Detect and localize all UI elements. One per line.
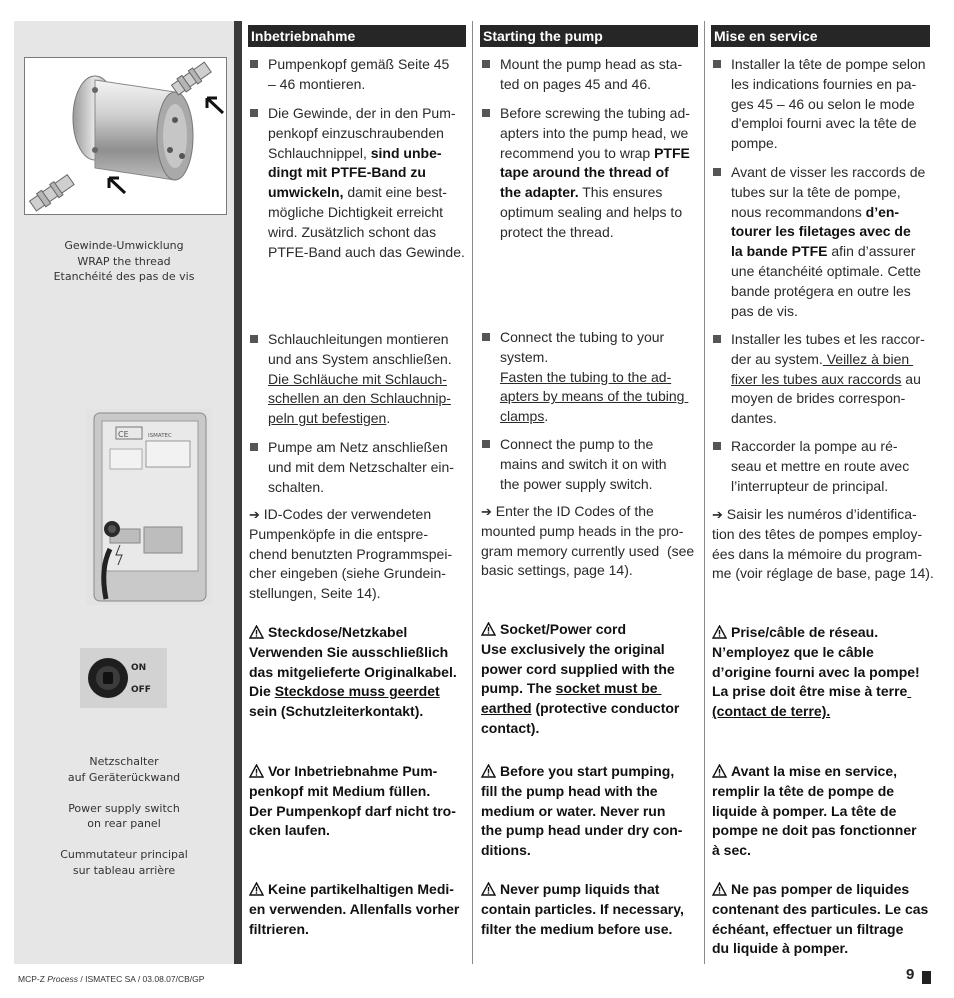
text-line: Prise/câble de réseau. (712, 623, 920, 643)
caption-line: auf Geräterückwand (67, 770, 181, 784)
caption-line: on rear panel (87, 817, 161, 830)
header-de: Inbetriebnahme (248, 25, 466, 47)
fr-warning-socket (712, 623, 920, 722)
fr-warning-fill (712, 762, 917, 861)
text-line: ted on pages 45 and 46. (500, 75, 652, 92)
text-line: d’origine fourni avec la pompe! (712, 663, 920, 680)
brand-label: ISMATEC (148, 433, 172, 439)
text-line: nous recommandons d’en- (731, 203, 900, 220)
caption-line: WRAP the thread (77, 254, 171, 268)
text-line: d'emploi fourni avec la tête de (731, 115, 917, 132)
de-warning-fill (249, 762, 456, 841)
text-line: contact). (481, 719, 540, 736)
rear-panel-illustration (86, 409, 212, 605)
text-line: Die Schläuche mit Schlauch- (268, 370, 447, 387)
text-line: Keine partikelhaltigen Medi- (249, 880, 459, 900)
column-rule-1 (472, 21, 473, 964)
text-line: sein (Schutzleiterkontakt). (249, 703, 424, 720)
text-line: power cord supplied with the (481, 660, 675, 677)
text-line: Before screwing the tubing ad- (500, 105, 690, 121)
text-line: ges 45 – 46 ou selon le mode (731, 95, 915, 112)
de-warning-particles (249, 880, 459, 939)
text-line: schalten. (268, 478, 325, 495)
text-line: pump. The socket must be (481, 680, 662, 697)
text-line: Verwenden Sie ausschließlich (249, 643, 449, 660)
arrow-right-icon: ➔ (481, 504, 492, 519)
text-line: en verwenden. Allenfalls vorher (249, 900, 460, 917)
text-line: Use exclusively the original (481, 640, 665, 657)
text-line: mounted pump heads in the pro- (481, 522, 684, 539)
text-line: ➔ ID-Codes der verwendeten (249, 506, 432, 522)
en-step-mains (481, 435, 667, 494)
text-line: medium or water. Never run (481, 802, 666, 819)
text-line: Vor Inbetriebnahme Pum- (249, 762, 456, 782)
en-step-tubing (481, 328, 688, 427)
column-divider-bar (234, 21, 242, 964)
text-line: apters into the pump head, we (500, 124, 689, 141)
de-step-tubing (249, 330, 452, 429)
text-line: cken laufen. (249, 822, 330, 839)
rear-panel-photo (86, 409, 212, 605)
text-line: fixer les tubes aux raccords au (731, 370, 921, 387)
text-line: Avant de visser les raccords de (731, 164, 926, 180)
text-line: dantes. (731, 410, 777, 427)
text-line: tion des têtes de pompes employ- (712, 525, 923, 542)
warning-icon (249, 625, 264, 639)
text-line: mögliche Dichtigkeit erreicht (268, 203, 444, 220)
text-line: PTFE-Band auch das Gewinde. (268, 243, 465, 260)
de-step-ptfe (249, 104, 465, 262)
arrow-right-icon: ➔ (249, 507, 260, 522)
text-line: Pumpe am Netz anschließen (268, 439, 448, 455)
caption-line: Cummutateur principal (60, 848, 188, 861)
warning-icon (249, 882, 264, 896)
text-line: moyen de brides correspon- (731, 390, 906, 407)
text-line: Never pump liquids that (481, 880, 684, 900)
text-line: La prise doit être mise à terre (712, 683, 908, 700)
caption-line: Netzschalter (89, 755, 159, 768)
fr-step-ptfe (712, 163, 925, 321)
pump-head-photo (24, 57, 227, 215)
warning-icon (712, 882, 727, 896)
en-warning-particles (481, 880, 684, 939)
en-step-idcodes (481, 502, 694, 581)
text-line: filtrieren. (249, 920, 309, 937)
text-line: Connect the tubing to your (500, 329, 665, 345)
text-line: Pumpenköpfe in die entspre- (249, 525, 428, 542)
warning-icon (249, 764, 264, 778)
text-line: pas de vis. (731, 302, 798, 319)
text-line: bande protégera en outre les (731, 282, 911, 299)
text-line: der au system. Veillez à bien (731, 350, 914, 367)
text-line: Connect the pump to the (500, 436, 654, 452)
caption-line: Gewinde-Umwicklung (64, 239, 184, 252)
caption-line: Power supply switch (68, 801, 180, 815)
text-line: ➔ Enter the ID Codes of the (481, 503, 654, 519)
text-line: Steckdose/Netzkabel (249, 623, 457, 643)
text-line: tourer les filetages avec de (731, 223, 911, 240)
text-line: (contact de terre). (712, 703, 831, 720)
text-line: à sec. (712, 842, 751, 859)
text-line: umwickeln, damit eine best- (268, 184, 447, 201)
en-warning-socket (481, 620, 679, 739)
fr-step-mains (712, 437, 909, 496)
text-line: wird. Zusätzlich schont das (268, 223, 437, 240)
text-line: filter the medium before use. (481, 920, 673, 937)
de-step-mains (249, 438, 454, 497)
text-line: Schlauchleitungen montieren (268, 331, 449, 347)
text-line: chend benutzten Programmspei- (249, 545, 453, 562)
page-marker-square (922, 971, 931, 984)
text-line: penkopf einzuschraubenden (268, 124, 444, 141)
text-line: Avant la mise en service, (712, 762, 917, 782)
text-line: Before you start pumping, (481, 762, 682, 782)
text-line: remplir la tête de pompe de (712, 782, 895, 799)
text-line: l’interrupteur de principal. (731, 477, 889, 494)
text-line: du liquide à pomper. (712, 940, 849, 957)
text-line: échéant, effectuer un filtrage (712, 920, 904, 937)
en-step-ptfe (481, 104, 690, 243)
text-line: liquide à pomper. La tête de (712, 802, 897, 819)
de-step-mount (249, 55, 449, 95)
text-line: Schlauchnippel, sind unbe- (268, 144, 442, 161)
fr-warning-particles (712, 880, 928, 959)
switch-closeup-photo (80, 648, 167, 708)
caption-thread-wrap (14, 238, 234, 285)
text-line: und ans System anschließen. (268, 350, 452, 367)
text-line: Mount the pump head as sta- (500, 56, 683, 72)
caption-line: sur tableau arrière (72, 863, 176, 877)
warning-icon (712, 764, 727, 778)
switch-off-label: OFF (131, 685, 151, 695)
text-line: tape around the thread of (500, 164, 669, 181)
text-line: seau et mettre en route avec (731, 457, 910, 474)
text-line: und mit dem Netzschalter ein- (268, 458, 454, 475)
text-line: Der Pumpenkopf darf nicht tro- (249, 802, 456, 819)
text-line: recommend you to wrap PTFE (500, 144, 690, 161)
text-line: penkopf mit Medium füllen. (249, 782, 431, 799)
text-line: peln gut befestigen. (268, 410, 391, 427)
text-line: dingt mit PTFE-Band zu (268, 164, 426, 181)
caption-line: Etanchéité des pas de vis (53, 270, 195, 283)
fr-step-tubing (712, 330, 925, 429)
fr-step-mount (712, 55, 926, 154)
text-line: ées dans la mémoire du program- (712, 545, 923, 562)
warning-icon (481, 622, 496, 636)
header-fr: Mise en service (711, 25, 930, 47)
text-line: Ne pas pomper de liquides (712, 880, 928, 900)
text-line: Die Steckdose muss geerdet (249, 683, 440, 700)
text-line: Die Gewinde, der in den Pum- (268, 105, 456, 121)
text-line: cher eingeben (siehe Grundein- (249, 565, 446, 582)
power-switch-icon (80, 648, 167, 708)
text-line: une étanchéité optimale. Cette (731, 262, 921, 279)
switch-on-label: ON (131, 663, 147, 673)
warning-icon (712, 625, 727, 639)
en-warning-fill (481, 762, 682, 861)
text-line: system. (500, 348, 549, 365)
text-line: tubes sur la tête de pompe, (731, 183, 901, 200)
text-line: ➔ Saisir les numéros d’identifica- (712, 506, 917, 522)
text-line: Socket/Power cord (481, 620, 679, 640)
de-warning-socket (249, 623, 457, 722)
text-line: contenant des particules. Le cas (712, 900, 929, 917)
text-line: stellungen, Seite 14). (249, 585, 381, 602)
text-line: clamps. (500, 408, 549, 425)
ce-mark-label: CE (118, 430, 129, 439)
text-line: earthed (protective conductor (481, 700, 680, 717)
de-step-idcodes (249, 505, 452, 604)
text-line: basic settings, page 14). (481, 562, 633, 579)
text-line: me (voir réglage de base, page 14). (712, 565, 934, 582)
text-line: pompe ne doit pas fonctionner (712, 822, 917, 839)
text-line: protect the thread. (500, 223, 614, 240)
text-line: das mitgelieferte Originalkabel. (249, 663, 457, 680)
en-step-mount (481, 55, 682, 95)
caption-line (14, 832, 234, 848)
text-line: the power supply switch. (500, 475, 653, 492)
arrow-right-icon: ➔ (712, 507, 723, 522)
footer-doc-ref: MCP-Z Process / ISMATEC SA / 03.08.07/CB/GP (18, 974, 205, 984)
text-line: pompe. (731, 135, 778, 152)
fr-step-idcodes (712, 505, 934, 584)
text-line: fill the pump head with the (481, 782, 658, 799)
warning-icon (481, 882, 496, 896)
text-line: Pumpenkopf gemäß Seite 45 (268, 56, 450, 72)
text-line: Raccorder la pompe au ré- (731, 438, 898, 454)
warning-icon (481, 764, 496, 778)
text-line: – 46 montieren. (268, 75, 366, 92)
text-line: schellen an den Schlauchnip- (268, 390, 451, 407)
pump-head-illustration (25, 58, 227, 215)
page-number: 9 (906, 966, 915, 983)
text-line: the pump head under dry con- (481, 822, 683, 839)
text-line: contain particles. If necessary, (481, 900, 684, 917)
text-line: mains and switch it on with (500, 455, 667, 472)
text-line: N’employez que le câble (712, 643, 874, 660)
text-line: Installer la tête de pompe selon (731, 56, 926, 72)
text-line: apters by means of the tubing (500, 388, 689, 405)
column-rule-2 (704, 21, 705, 964)
text-line: ditions. (481, 842, 531, 859)
text-line: Installer les tubes et les raccor- (731, 331, 925, 347)
text-line: les indications fournies en pa- (731, 75, 917, 92)
text-line: gram memory currently used (see (481, 542, 695, 559)
caption-power-switch (14, 754, 234, 878)
text-line: la bande PTFE afin d’assurer (731, 243, 916, 260)
header-en: Starting the pump (480, 25, 698, 47)
text-line: optimum sealing and helps to (500, 203, 683, 220)
caption-line (14, 785, 234, 801)
text-line: Fasten the tubing to the ad- (500, 368, 672, 385)
text-line: the adapter. This ensures (500, 184, 663, 201)
